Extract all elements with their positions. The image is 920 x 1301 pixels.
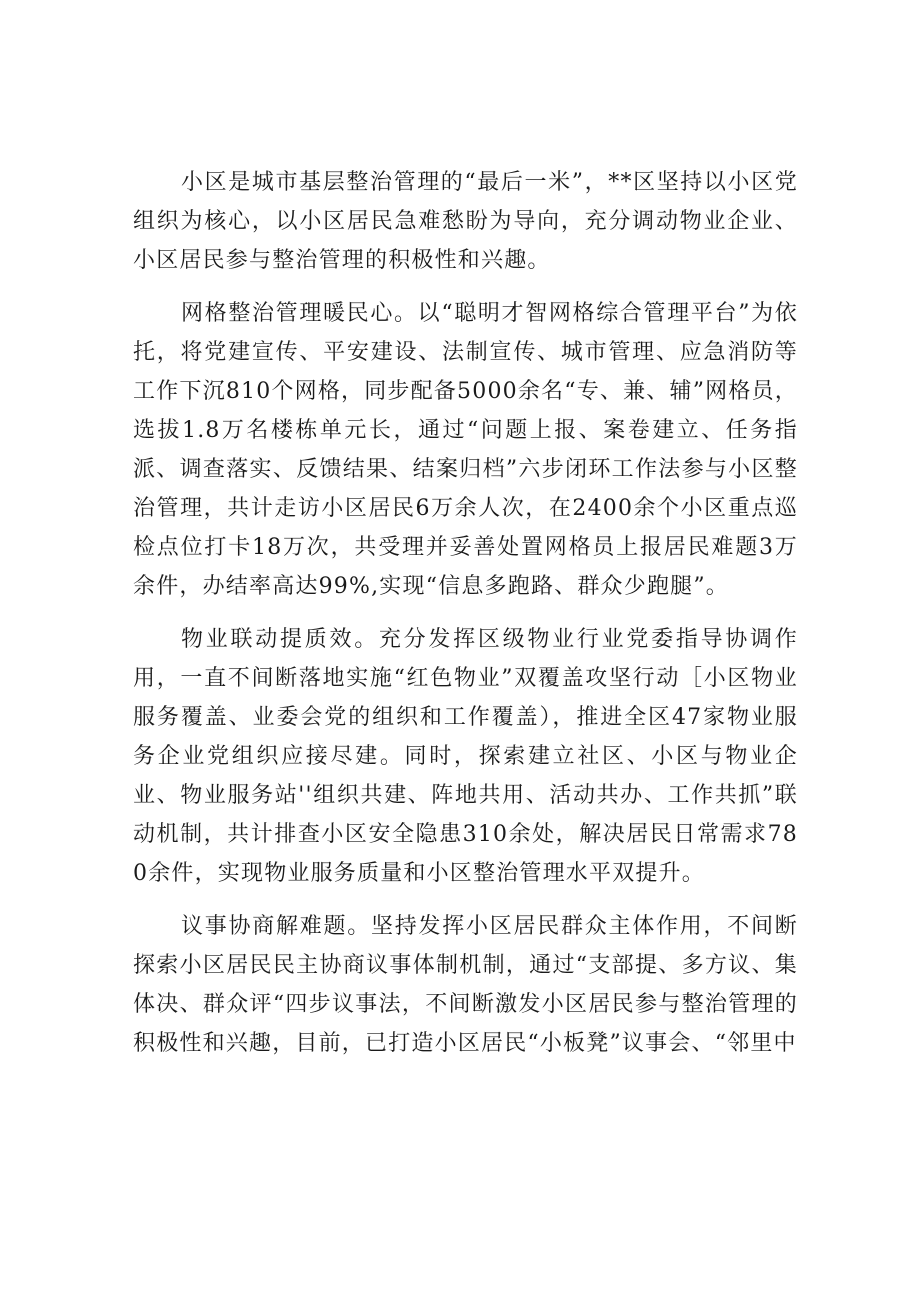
document-body [133, 163, 798, 1077]
paragraph-consultation: 议事协商解难题。坚持发挥小区居民群众主体作用，不间断探索小区居民民主协商议事体制机制，通过“支部提、多方议、集体决、群众评“四步议事法，不间断激发小区居民参与整治管理的积极性和兴趣，目前，已打造小区居民“小板凳”议事会、“邻里中 [133, 914, 798, 1056]
paragraph-property-linkage: 物业联动提质效。充分发挥区级物业行业党委指导协调作用，一直不间断落地实施“红色物业”双覆盖攻坚行动［小区物业服务覆盖、业委会党的组织和工作覆盖），推进全区47家物业服务企业党组织应接尽建。同时，探索建立社区、小区与物业企业、物业服务站''组织共建、阵地共用、活动共办、工作共抓”联动机制，共计排查小区安全隐患310余处，解决居民日常需求780余件，实现物业服务质量和小区整治管理水平双提升。 [133, 627, 798, 886]
paragraph-intro: 小区是城市基层整治管理的“最后一米”，**区坚持以小区党组织为核心，以小区居民急难愁盼为导向，充分调动物业企业、小区居民参与整治管理的积极性和兴趣。 [133, 170, 798, 273]
paragraph-grid-management: 网格整治管理暖民心。以“聪明才智网格综合管理平台”为依托，将党建宣传、平安建设、法制宣传、城市管理、应急消防等工作下沉810个网格，同步配备5000余名“专、兼、辅”网格员，选拔1.8万名楼栋单元长，通过“问题上报、案卷建立、任务指派、调查落实、反馈结果、结案归档”六步闭环工作法参与小区整治管理，共计走访小区居民6万余人次，在2400余个小区重点巡检点位打卡18万次，共受理并妥善处置网格员上报居民难题3万余件，办结率高达99%,实现“信息多跑路、群众少跑腿”。 [133, 301, 798, 599]
